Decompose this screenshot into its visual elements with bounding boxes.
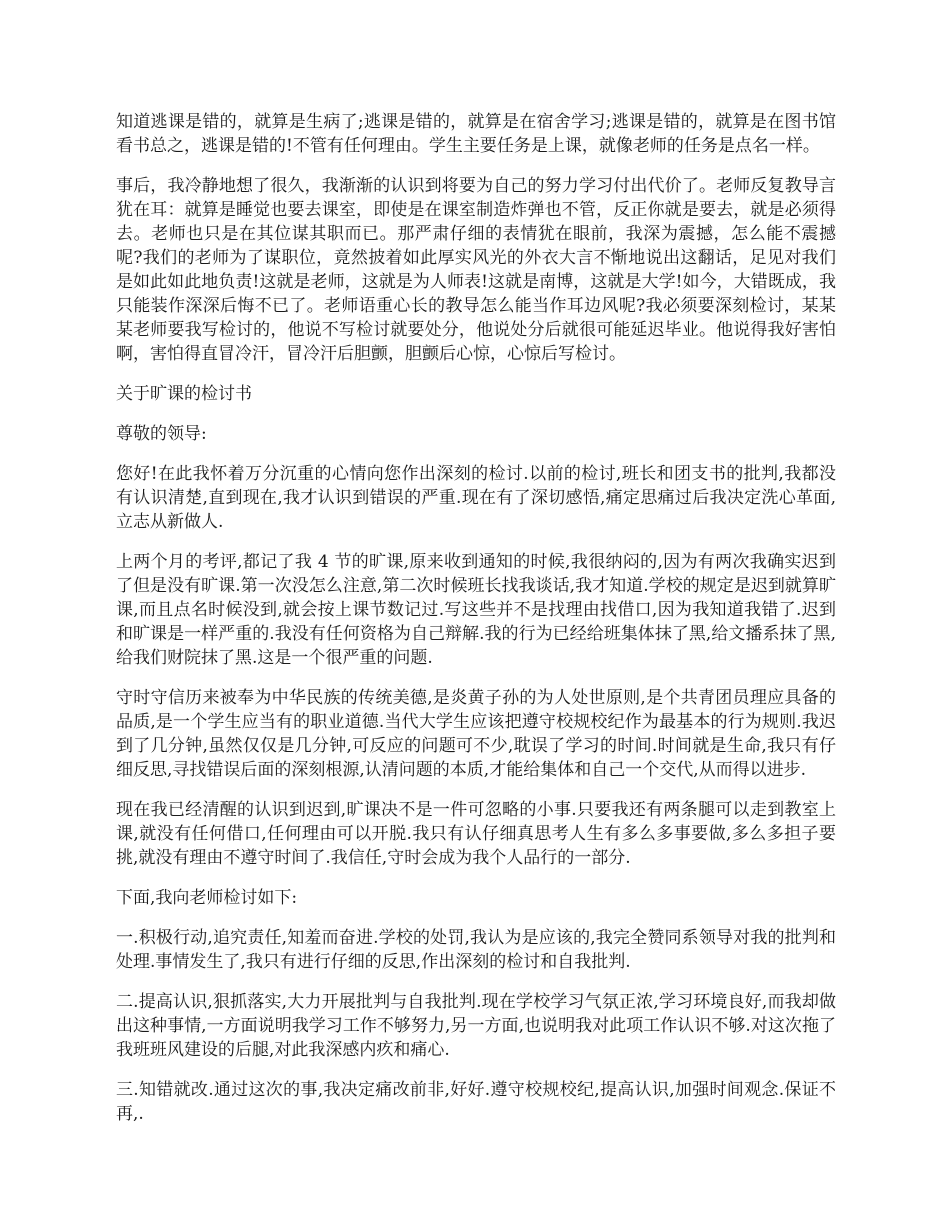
paragraph-attendance-record: 上两个月的考评,都记了我 4 节的旷课,原来收到通知的时候,我很纳闷的,因为有两次我确实迟到了但是没有旷课.第一次没怎么注意,第二次时候班长找我谈话,我才知道.学校的规定是迟到就算旷课,而且点名时候没到,就会按上课节数记过.写这些并不是找理由找借口,因为我知道我错了.迟到和旷课是一样严重的.我没有任何资格为自己辩解.我的行为已经给班集体抹了黑,给文播系抹了黑,给我们财院抹了黑.这是一个很严重的问题. xyxy=(116,552,836,668)
document-page xyxy=(116,110,836,1142)
list-intro: 下面,我向老师检讨如下: xyxy=(116,888,298,908)
salutation: 尊敬的领导: xyxy=(116,424,207,444)
document-title: 关于旷课的检讨书 xyxy=(116,384,252,404)
list-item-1: 一.积极行动,追究责任,知羞而奋进.学校的处罚,我认为是应该的,我完全赞同系领导对我的批判和处理.事情发生了,我只有进行仔细的反思,作出深刻的检讨和自我批判. xyxy=(116,928,836,972)
paragraph-reflection: 事后，我冷静地想了很久，我渐渐的认识到将要为自己的努力学习付出代价了。老师反复教导言犹在耳：就算是睡觉也要去课室，即使是在课室制造炸弹也不管，反正你就是要去，就是必须得去。老师也只是在其位谋其职而已。那严肃仔细的表情犹在眼前，我深为震撼，怎么能不震撼呢?我们的老师为了谋职位，竟然披着如此厚实风光的外衣大言不惭地说出这翻话，足见对我们是如此如此地负责!这就是老师，这就是为人师表!这就是南博，这就是大学!如今，大错既成，我只能装作深深后悔不已了。老师语重心长的教导怎么能当作耳边风呢?我必须要深刻检讨，某某某老师要我写检讨的，他说不写检讨就要处分，他说处分后就很可能延迟毕业。他说得我好害怕啊，害怕得直冒冷汗，冒冷汗后胆颤，胆颤后心惊，心惊后写检讨。 xyxy=(116,176,836,364)
list-item-3: 三.知错就改.通过这次的事,我决定痛改前非,好好.遵守校规校纪,提高认识,加强时间观念.保证不再,. xyxy=(116,1080,836,1124)
list-item-2: 二.提高认识,狠抓落实,大力开展批判与自我批判.现在学校学习气氛正浓,学习环境良好,而我却做出这种事情,一方面说明我学习工作不够努力,另一方面,也说明我对此项工作认识不够.对这次拖了我班班风建设的后腿,对此我深感内疚和痛心. xyxy=(116,992,836,1060)
paragraph-opening-truancy: 知道逃课是错的，就算是生病了;逃课是错的，就算是在宿舍学习;逃课是错的，就算是在图书馆看书总之，逃课是错的!不管有任何理由。学生主要任务是上课，就像老师的任务是点名一样。 xyxy=(116,112,836,156)
paragraph-greeting: 您好!在此我怀着万分沉重的心情向您作出深刻的检讨.以前的检讨,班长和团支书的批判,我都没有认识清楚,直到现在,我才认识到错误的严重.现在有了深切感悟,痛定思痛过后我决定洗心革面,立志从新做人. xyxy=(116,464,836,532)
paragraph-punctuality-virtue: 守时守信历来被奉为中华民族的传统美德,是炎黄子孙的为人处世原则,是个共青团员理应具备的品质,是一个学生应当有的职业道德.当代大学生应该把遵守校规校纪作为最基本的行为规则.我迟到了几分钟,虽然仅仅是几分钟,可反应的问题可不少,耽误了学习的时间.时间就是生命,我只有仔细反思,寻找错误后面的深刻根源,认清问题的本质,才能给集体和自己一个交代,从而得以进步. xyxy=(116,688,836,780)
paragraph-awareness: 现在我已经清醒的认识到迟到,旷课决不是一件可忽略的小事.只要我还有两条腿可以走到教室上课,就没有任何借口,任何理由可以开脱.我只有认仔细真思考人生有多么多事要做,多么多担子要挑,就没有理由不遵守时间了.我信任,守时会成为我个人品行的一部分. xyxy=(116,800,836,868)
